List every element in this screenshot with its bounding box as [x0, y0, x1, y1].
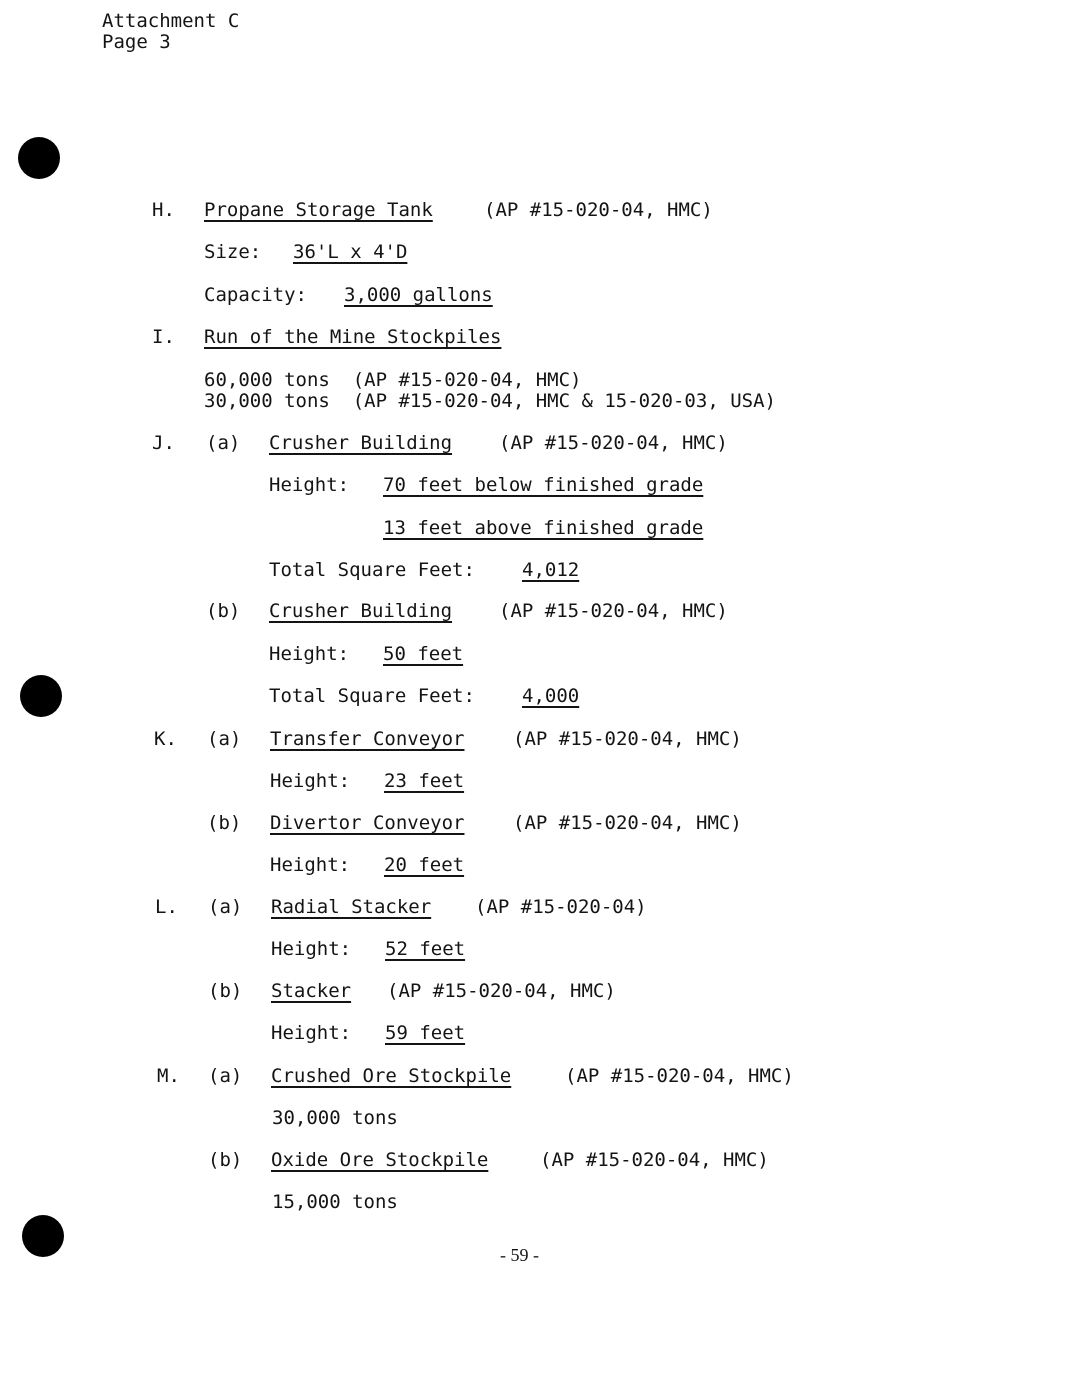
header-page: Page 3: [102, 31, 171, 53]
header-attachment: Attachment C: [102, 10, 240, 32]
item-m-b-title: Oxide Ore Stockpile: [271, 1149, 489, 1171]
item-i-line1: 60,000 tons (AP #15-020-04, HMC): [204, 369, 582, 391]
item-l-letter: L.: [155, 896, 178, 918]
item-l-b-title: Stacker: [271, 980, 352, 1002]
item-m-a-value: 30,000 tons: [272, 1107, 398, 1129]
item-k-letter: K.: [154, 728, 177, 750]
item-k-b-height-label: Height:: [270, 854, 351, 876]
punch-hole-bottom: [22, 1215, 64, 1257]
item-j-letter: J.: [152, 432, 175, 454]
item-m-letter: M.: [157, 1065, 180, 1087]
page-number: - 59 -: [500, 1245, 539, 1265]
item-h-size-label: Size:: [204, 241, 262, 263]
item-h-capacity-label: Capacity:: [204, 284, 307, 306]
item-i-title: Run of the Mine Stockpiles: [204, 326, 502, 348]
item-l-b-height-label: Height:: [271, 1022, 352, 1044]
item-l-a-ref: (AP #15-020-04): [475, 896, 647, 918]
item-k-b-ref: (AP #15-020-04, HMC): [513, 812, 742, 834]
item-j-a-height-label: Height:: [269, 474, 350, 496]
item-i-line2: 30,000 tons (AP #15-020-04, HMC & 15-020-03, USA): [204, 390, 776, 412]
item-k-b-sub: (b): [207, 812, 242, 834]
item-k-a-sub: (a): [207, 728, 242, 750]
item-j-b-title: Crusher Building: [269, 600, 453, 622]
item-j-b-sub: (b): [206, 600, 241, 622]
item-j-a-height-value2: 13 feet above finished grade: [383, 517, 704, 539]
punch-hole-middle: [20, 675, 62, 717]
item-k-a-ref: (AP #15-020-04, HMC): [513, 728, 742, 750]
punch-hole-top: [18, 137, 60, 179]
item-m-b-value: 15,000 tons: [272, 1191, 398, 1213]
item-k-b-title: Divertor Conveyor: [270, 812, 465, 834]
item-h-title: Propane Storage Tank: [204, 199, 433, 221]
item-j-a-height-value1: 70 feet below finished grade: [383, 474, 704, 496]
item-j-a-sub: (a): [206, 432, 241, 454]
item-j-b-ref: (AP #15-020-04, HMC): [499, 600, 728, 622]
item-m-b-ref: (AP #15-020-04, HMC): [540, 1149, 769, 1171]
item-l-b-sub: (b): [208, 980, 243, 1002]
item-h-letter: H.: [152, 199, 175, 221]
item-j-a-sqft-label: Total Square Feet:: [269, 559, 475, 581]
item-h-ref: (AP #15-020-04, HMC): [484, 199, 713, 221]
item-m-a-title: Crushed Ore Stockpile: [271, 1065, 512, 1087]
item-k-a-title: Transfer Conveyor: [270, 728, 465, 750]
item-h-size-value: 36'L x 4'D: [293, 241, 408, 263]
item-l-a-sub: (a): [208, 896, 243, 918]
item-j-a-title: Crusher Building: [269, 432, 453, 454]
item-m-b-sub: (b): [208, 1149, 243, 1171]
item-k-a-height-label: Height:: [270, 770, 351, 792]
item-k-b-height-value: 20 feet: [384, 854, 465, 876]
item-k-a-height-value: 23 feet: [384, 770, 465, 792]
item-j-a-ref: (AP #15-020-04, HMC): [499, 432, 728, 454]
item-j-b-height-label: Height:: [269, 643, 350, 665]
item-l-a-height-label: Height:: [271, 938, 352, 960]
item-j-b-sqft-value: 4,000: [522, 685, 580, 707]
item-h-capacity-value: 3,000 gallons: [344, 284, 493, 306]
item-m-a-ref: (AP #15-020-04, HMC): [565, 1065, 794, 1087]
item-m-a-sub: (a): [208, 1065, 243, 1087]
item-l-a-height-value: 52 feet: [385, 938, 466, 960]
item-l-b-ref: (AP #15-020-04, HMC): [387, 980, 616, 1002]
item-j-b-height-value: 50 feet: [383, 643, 464, 665]
item-j-a-sqft-value: 4,012: [522, 559, 580, 581]
item-i-letter: I.: [152, 326, 175, 348]
item-l-b-height-value: 59 feet: [385, 1022, 466, 1044]
item-l-a-title: Radial Stacker: [271, 896, 432, 918]
item-j-b-sqft-label: Total Square Feet:: [269, 685, 475, 707]
